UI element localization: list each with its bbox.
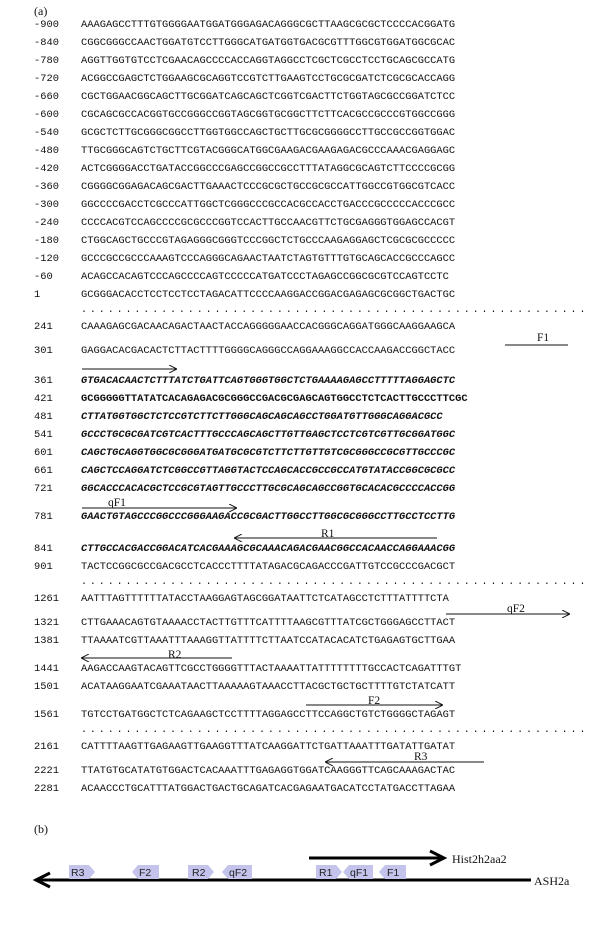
svg-text:R2: R2 [192, 867, 206, 879]
row-number: 361 [34, 375, 53, 387]
row-number: 421 [34, 393, 53, 405]
row-number: 2281 [34, 783, 59, 795]
row-number: -300 [34, 199, 59, 211]
panel-a-label: (a) [34, 4, 48, 18]
row-number: 541 [34, 429, 53, 441]
row-number: -480 [34, 145, 59, 157]
row-sequence: GAGGACACGACACTCTTACTTTTGGGGCAGGGCCAGGAAAGGCCACCAAGACCGGCTACC [81, 345, 456, 357]
primer-box-r2 [188, 865, 214, 879]
primer-label-r1: R1 [321, 528, 335, 540]
sequence-gap-dots: ......................................................... [81, 577, 589, 588]
row-sequence: GTGACACAACTCTTTATCTGATTCAGTGGGTGGCTCTGAAAAGAGCCTTTTTAGGAGCTC [81, 375, 456, 387]
row-number: -840 [34, 37, 59, 49]
row-number: 1261 [34, 593, 59, 605]
row-sequence: AAAGAGCCTTTGTGGGGAATGGATGGGAGACAGGGCGCTTAAGCGCGCTCCCCACGGATG [81, 19, 456, 31]
row-sequence: ACAGCCACAGTCCCAGCCCCAGTCCCCCATGATCCCTAGAGCCGGCGCGTCCAGTCCTC [81, 271, 449, 283]
row-number: 1 [34, 289, 41, 301]
row-sequence: CCCCACGTCCAGCCCCGCGCCCGGTCCACTTGCCAACGTTCTGCGAGGGTGGAGCCACGT [81, 217, 456, 229]
row-number: 661 [34, 465, 53, 477]
row-sequence: GCCCGCCGCCCAAAGTCCCAGGGCAGAACTAATCTAGTGTTTGTGCAGCACCGCCCAGCC [81, 253, 456, 265]
row-sequence: GAACTGTAGCCCGGCCCGGGAAGACCGCGACTTGGCCTTGGCGCGGGCCTTGCCTCCTTG [81, 511, 456, 523]
row-number: 2161 [34, 741, 59, 753]
hist2h2aa2-label: Hist2h2aa2 [452, 852, 507, 866]
row-sequence: GGCCCCGACCTCGCCCATTGGCTCGGGCCCGCCACGCCACCTGACCCGCCCCCACCCGCC [81, 199, 456, 211]
row-sequence: GGCACCCACACGCTCCGCGTAGTTGCCCTTGCGCAGCAGCCGGTGCACACGCCCCACCGG [81, 483, 456, 495]
row-sequence: CGGGGCGGAGACAGCGACTTGAAACTCCCGCGCTGCCGCGCCATTGGCCGTGGCGTCACC [81, 181, 456, 193]
row-sequence: CTGGCAGCTGCCCGTAGAGGGCGGGTCCCGGCTCTGCCCAAGAGGAGCTCGCGCGCCCCC [81, 235, 456, 247]
row-sequence: CTTATGGTGGCTCTCCGTCTTCTTGGGCAGCAGCAGCCTGGATGTTGGGCAGGACGCC [81, 411, 443, 423]
row-number: -120 [34, 253, 59, 265]
row-number: -600 [34, 109, 59, 121]
svg-text:F1: F1 [387, 867, 400, 879]
row-number: 1501 [34, 681, 59, 693]
row-number: -180 [34, 235, 59, 247]
row-number: -780 [34, 55, 59, 67]
row-sequence: CAAAGAGCGACAACAGACTAACTACCAGGGGGAACCACGGGCAGGATGGGCAAGGAAGCA [81, 321, 456, 333]
row-number: 781 [34, 511, 53, 523]
primer-box-f2 [132, 865, 159, 879]
row-number: -660 [34, 91, 59, 103]
primer-label-qf2: qF2 [507, 603, 525, 615]
row-number: 601 [34, 447, 53, 459]
row-sequence: TTGCGGGCAGTCTGCTTCGTACGGGCATGGCGAAGACGAAGAGACGCCCAAACGAGGAGC [81, 145, 456, 157]
row-sequence: CGCTGGAACGGCAGCTTGCGGATCAGCAGCTCGGTCGACTTCTGGTAGCGCCGGATCTCC [81, 91, 456, 103]
row-sequence: TTATGTGCATATGTGGACTCACAAATTTGAGAGGTGGATCAAGGGTTCAGCAAAGACTAC [81, 765, 456, 777]
row-number: 241 [34, 321, 53, 333]
svg-text:R3: R3 [71, 867, 85, 879]
row-number: 1381 [34, 635, 59, 647]
row-sequence: GCGGGGGTTATATCACAGAGACGCGGGCCGACGCGAGCAGTGGCCTCTCACTTGCCCTTCGC [81, 393, 468, 405]
row-number: 301 [34, 345, 53, 357]
gene-diagram [0, 820, 600, 928]
svg-text:qF2: qF2 [229, 867, 248, 879]
row-number: 481 [34, 411, 53, 423]
primer-label-qf1: qF1 [108, 497, 126, 509]
row-number: 901 [34, 561, 53, 573]
primer-box-f1 [379, 865, 406, 879]
row-number: -540 [34, 127, 59, 139]
primer-label-f2: F2 [368, 695, 381, 707]
row-sequence: ACATAAGGAATCGAAATAACTTAAAAAGTAAACCTTACGCTGCTGCTTTTGTCTATCATT [81, 681, 456, 693]
row-sequence: TTAAAATCGTTAAATTTAAAGGTTATTTTCTTAATCCATACACATCTGAGAGTGCTTGAA [81, 635, 456, 647]
row-sequence: AAGACCAAGTACAGTTCGCCTGGGGTTTACTAAAATTATTTTTTTTGCCACTCAGATTTGT [81, 663, 462, 675]
row-number: 721 [34, 483, 53, 495]
row-sequence: ACAACCCTGCATTTATGGACTGACTGCAGATCACGAGAATGACATCCTATGACCTTAGAA [81, 783, 456, 795]
primer-box-r3 [69, 865, 95, 879]
primer-label-r3: R3 [414, 751, 428, 763]
primer-label-f1: F1 [537, 332, 550, 344]
row-number: 841 [34, 543, 53, 555]
row-sequence: CGCAGCGCCACGGTGCCGGGCCGGTAGCGGTGCGGCTTCTTCACGCCGCCCGTGGCCGGG [81, 109, 456, 121]
row-sequence: GCGGGACACCTCCTCCTCCTAGACATTCCCCAAGGACCGGACGAGAGCGCGGCTGACTGC [81, 289, 456, 301]
row-number: 1441 [34, 663, 59, 675]
row-sequence: CGGCGGGCCAACTGGATGTCCTTGGGCATGATGGTGACGCGTTTGGCGTGGATGGCGCAC [81, 37, 456, 49]
row-sequence: AATTTAGTTTTTTATACCTAAGGAGTAGCGGATAATTCTCATAGCCTCTTTATTTTCTA [81, 593, 449, 605]
row-sequence: ACGGCCGAGCTCTGGAAGCGCAGGTCCGTCTTGAAGTCCTGCGCGATCTCGCGCACCAGG [81, 73, 456, 85]
row-sequence: CAGCTGCAGGTGGCGCGGGATGATGCGCGTCTTCTTGTTGTCGCGGGCCGCGTTGCCCGC [81, 447, 456, 459]
row-number: -360 [34, 181, 59, 193]
row-sequence: CTTGCCACGACCGGACATCACGAAAGCGCAAACAGACGAACGGCCACAACCAGGAAACGG [81, 543, 456, 555]
gene-diagram-svg [0, 820, 600, 928]
panel-b-label: (b) [34, 822, 48, 836]
svg-text:F2: F2 [139, 867, 152, 879]
svg-text:R1: R1 [319, 867, 333, 879]
row-sequence: CTTGAAACAGTGTAAAACCTACTTGTTTCATTTTAAGCGTTTATCGCTGGGAGCCTTACT [81, 617, 456, 629]
primer-box-qf1 [343, 865, 373, 879]
row-number: 1321 [34, 617, 59, 629]
svg-text:qF1: qF1 [350, 867, 369, 879]
primer-box-r1 [316, 865, 342, 879]
row-sequence: ACTCGGGGACCTGATACCGGCCCGAGCCGGCCGCCTTTATAGGCGCAGTCTTCCCCGCGG [81, 163, 456, 175]
row-sequence: TACTCCGGCGCCGACGCCTCACCCTTTTATAGACGCAGACCCGATTGTCCGCCCGACGCT [81, 561, 456, 573]
ash2a-label: ASH2a [534, 874, 570, 888]
row-sequence: CAGCTCCAGGATCTCGGCCGTTAGGTACTCCAGCACCGCCGCCATGTATACCGGCGCGCC [81, 465, 456, 477]
row-number: -240 [34, 217, 59, 229]
row-sequence: AGGTTGGTGTCCTCGAACAGCCCCACCAGGTAGGCCTCGCTCGCCTCCTGCAGCGCCATG [81, 55, 456, 67]
row-number: -900 [34, 19, 59, 31]
row-number: -420 [34, 163, 59, 175]
row-number: -60 [34, 271, 53, 283]
row-number: 1561 [34, 709, 59, 721]
sequence-gap-dots: ......................................................... [81, 305, 589, 316]
sequence-gap-dots: ......................................................... [81, 725, 589, 736]
row-sequence: GCGCTCTTGCGGGCGGCCTTGGTGGCCAGCTGCTTGCGCGGGGCCTTGCCGCCGGTGGAC [81, 127, 456, 139]
primer-box-qf2 [222, 865, 252, 879]
row-number: -720 [34, 73, 59, 85]
row-sequence: GCCCTGCGCGATCGTCACTTTGCCCAGCAGCTTGTTGAGCTCCTCGTCGTTGCGGATGGC [81, 429, 456, 441]
primer-label-r2: R2 [168, 649, 182, 661]
row-sequence: TGTCCTGATGGCTCTCAGAAGCTCCTTTTAGGAGCCTTCCAGGCTGTCTGGGGCTAGAGT [81, 709, 456, 721]
row-number: 2221 [34, 765, 59, 777]
row-sequence: CATTTTAAGTTGAGAAGTTGAAGGTTTATCAAGGATTCTGATTAAATTTGATATTGATAT [81, 741, 456, 753]
